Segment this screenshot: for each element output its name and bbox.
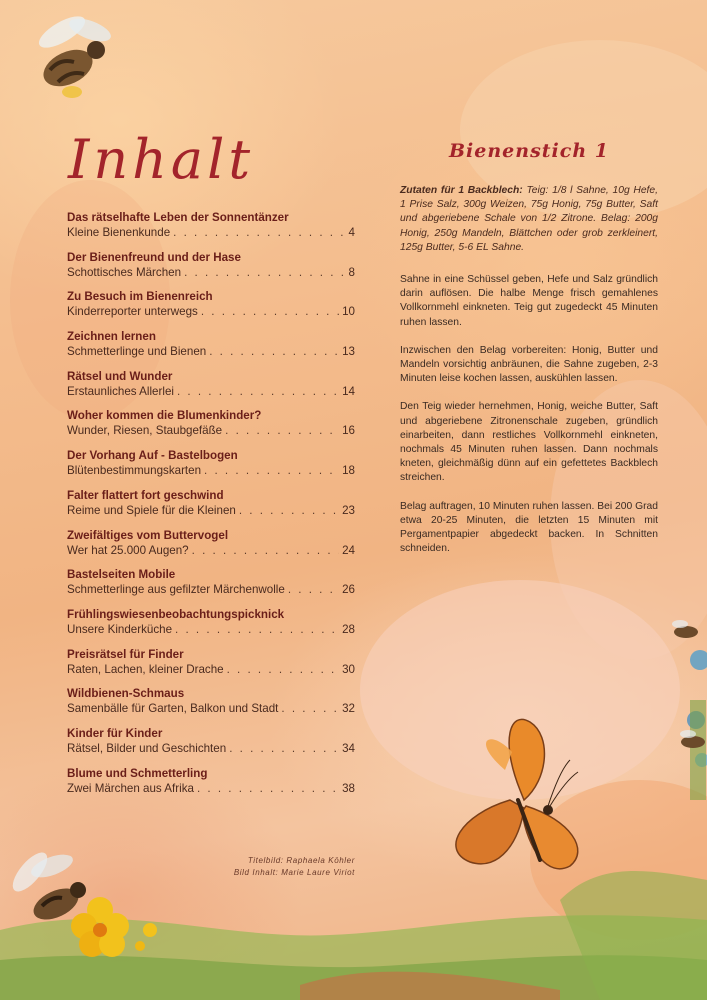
toc-subtitle: Blütenbestimmungskarten [67, 464, 202, 478]
toc-heading: Wildbienen-Schmaus [67, 687, 185, 701]
toc-leader [229, 741, 339, 757]
image-credits [234, 855, 355, 879]
toc-entry[interactable] [67, 250, 355, 290]
toc-subtitle: Zwei Märchen aus Afrika [67, 781, 194, 795]
toc-leader [204, 463, 339, 479]
toc-entry[interactable] [67, 647, 355, 687]
toc-entry[interactable] [67, 686, 355, 726]
toc-heading: Rätsel und Wunder [67, 369, 173, 383]
toc-subtitle: Schottisches Märchen [67, 265, 182, 279]
toc-leader [201, 304, 339, 320]
recipe-step: Belag auftragen, 10 Minuten ruhen lassen. Bei 200 Grad etwa 20-25 Minuten, die letzten 15 Minuten mit Pergamentpapier abgedeckt backen. In Schnitten schneiden. [400, 500, 658, 555]
toc-heading: Der Vorhang Auf - Bastelbogen [67, 449, 238, 463]
toc-subtitle: Raten, Lachen, kleiner Drache [67, 662, 224, 676]
toc-heading: Kinder für Kinder [67, 726, 163, 740]
recipe [400, 140, 658, 570]
toc-page-number: 32 [342, 702, 355, 716]
toc-leader [281, 701, 339, 717]
flower-icon [71, 897, 157, 957]
toc-page-number: 30 [342, 662, 355, 676]
toc-entry[interactable] [67, 607, 355, 647]
toc-page-number: 34 [342, 741, 355, 755]
recipe-step: Sahne in eine Schüssel geben, Hefe und Salz gründlich darin auflösen. Die halbe Menge frisch gemahlenes Vollkornmehl einkneten. Teig gut zugedeckt 45 Minuten ruhen lassen. [400, 274, 658, 328]
toc-page-number: 14 [342, 384, 355, 398]
toc-leader [209, 344, 339, 360]
toc-page-number: 10 [342, 305, 355, 319]
toc-page-number: 13 [342, 345, 355, 359]
toc-entry[interactable] [67, 766, 355, 806]
ingredients-label: Zutaten für 1 Backblech: [400, 185, 523, 196]
toc-heading: Preisrätsel für Finder [67, 647, 184, 661]
toc-subtitle: Kinderreporter unterwegs [67, 305, 198, 319]
toc-entry[interactable] [67, 567, 355, 607]
toc-entry[interactable] [67, 329, 355, 369]
toc-subtitle: Unsere Kinderküche [67, 622, 173, 636]
toc-leader [192, 543, 339, 559]
toc-leader [173, 225, 345, 241]
bee-icon [34, 10, 113, 98]
toc-subtitle: Schmetterlinge und Bienen [67, 345, 207, 359]
toc-entry[interactable] [67, 210, 355, 250]
toc-subtitle: Wunder, Riesen, Staubgefäße [67, 424, 223, 438]
flower-icon [687, 650, 707, 800]
toc-subtitle: Schmetterlinge aus gefilzter Märchenwolle [67, 583, 285, 597]
toc-subtitle: Wer hat 25.000 Augen? [67, 543, 189, 557]
toc-leader [177, 384, 339, 400]
ingredients-text: Teig: 1/8 l Sahne, 10g Hefe, 1 Prise Salz, 300g Weizen, 75g Honig, 75g Butter, Saft und abgeriebene Schale von 1/2 Zitrone. Belag: 200g Honig, 250g Mandeln, Blättchen oder grob zerkleinert, 125g Butter, 5-6 EL Sahne. [400, 185, 659, 253]
toc-subtitle: Samenbälle für Garten, Balkon und Stadt [67, 702, 279, 716]
recipe-title: Bienenstich 1 [449, 140, 609, 162]
page-title: Inhalt [68, 128, 255, 191]
toc-heading: Woher kommen die Blumenkinder? [67, 409, 262, 423]
toc-heading: Zweifältiges vom Buttervogel [67, 528, 229, 542]
recipe-ingredients [400, 184, 658, 255]
toc-heading: Frühlingswiesenbeobachtungspicknick [67, 607, 285, 621]
toc-entry[interactable] [67, 448, 355, 488]
toc-page-number: 8 [348, 265, 355, 279]
toc-leader [197, 781, 339, 797]
toc-heading: Blume und Schmetterling [67, 766, 208, 780]
toc-entry[interactable] [67, 369, 355, 409]
toc-heading: Bastelseiten Mobile [67, 568, 176, 582]
toc-entry[interactable] [67, 726, 355, 766]
toc-leader [175, 622, 339, 638]
toc-page-number: 18 [342, 464, 355, 478]
toc-entry[interactable] [67, 488, 355, 528]
toc-page-number: 28 [342, 622, 355, 636]
toc-leader [288, 582, 339, 598]
toc-page-number: 26 [342, 583, 355, 597]
toc-subtitle: Reime und Spiele für die Kleinen [67, 503, 236, 517]
bee-icon [7, 847, 86, 926]
toc-heading: Der Bienenfreund und der Hase [67, 250, 241, 264]
toc-subtitle: Kleine Bienenkunde [67, 226, 171, 239]
toc-page-number: 23 [342, 503, 355, 517]
toc-page-number: 16 [342, 424, 355, 438]
toc-heading: Das rätselhafte Leben der Sonnentänzer [67, 211, 289, 224]
toc-leader [225, 423, 339, 439]
toc-leader [227, 662, 339, 678]
toc-subtitle: Rätsel, Bilder und Geschichten [67, 741, 227, 755]
toc-entry[interactable] [67, 528, 355, 568]
recipe-step: Den Teig wieder hernehmen, Honig, weiche Butter, Saft und abgeriebene Zitronenschale zugeben, gründlich einarbeiten, dann restliches Vollkornmehl einkneten, nochmals 45 Minuten ruhen lassen. Dann nochmals kneten, gleichmäßig dünn auf ein gefettetes Backblech streichen. [400, 401, 658, 484]
credit-cover: Titelbild: Raphaela Köhler [247, 856, 355, 865]
toc-entry[interactable] [67, 408, 355, 448]
toc-leader [239, 503, 339, 519]
toc-subtitle: Erstaunliches Allerlei [67, 384, 174, 398]
toc-heading: Zu Besuch im Bienenreich [67, 290, 213, 304]
toc-entry[interactable] [67, 289, 355, 329]
toc-heading: Falter flattert fort geschwind [67, 488, 224, 502]
toc-leader [184, 265, 345, 281]
toc-page-number: 4 [348, 226, 355, 239]
toc-page-number: 38 [342, 781, 355, 795]
toc-page-number: 24 [342, 543, 355, 557]
toc-heading: Zeichnen lernen [67, 330, 156, 344]
recipe-step: Inzwischen den Belag vorbereiten: Honig, Butter und Mandeln vorsichtig anbräunen, die Sahne zugeben, 2-3 Minuten leise kochen lassen, auskühlen lassen. [400, 344, 658, 385]
credit-contents-image: Bild Inhalt: Marie Laure Viriot [233, 868, 355, 877]
table-of-contents [67, 210, 355, 805]
